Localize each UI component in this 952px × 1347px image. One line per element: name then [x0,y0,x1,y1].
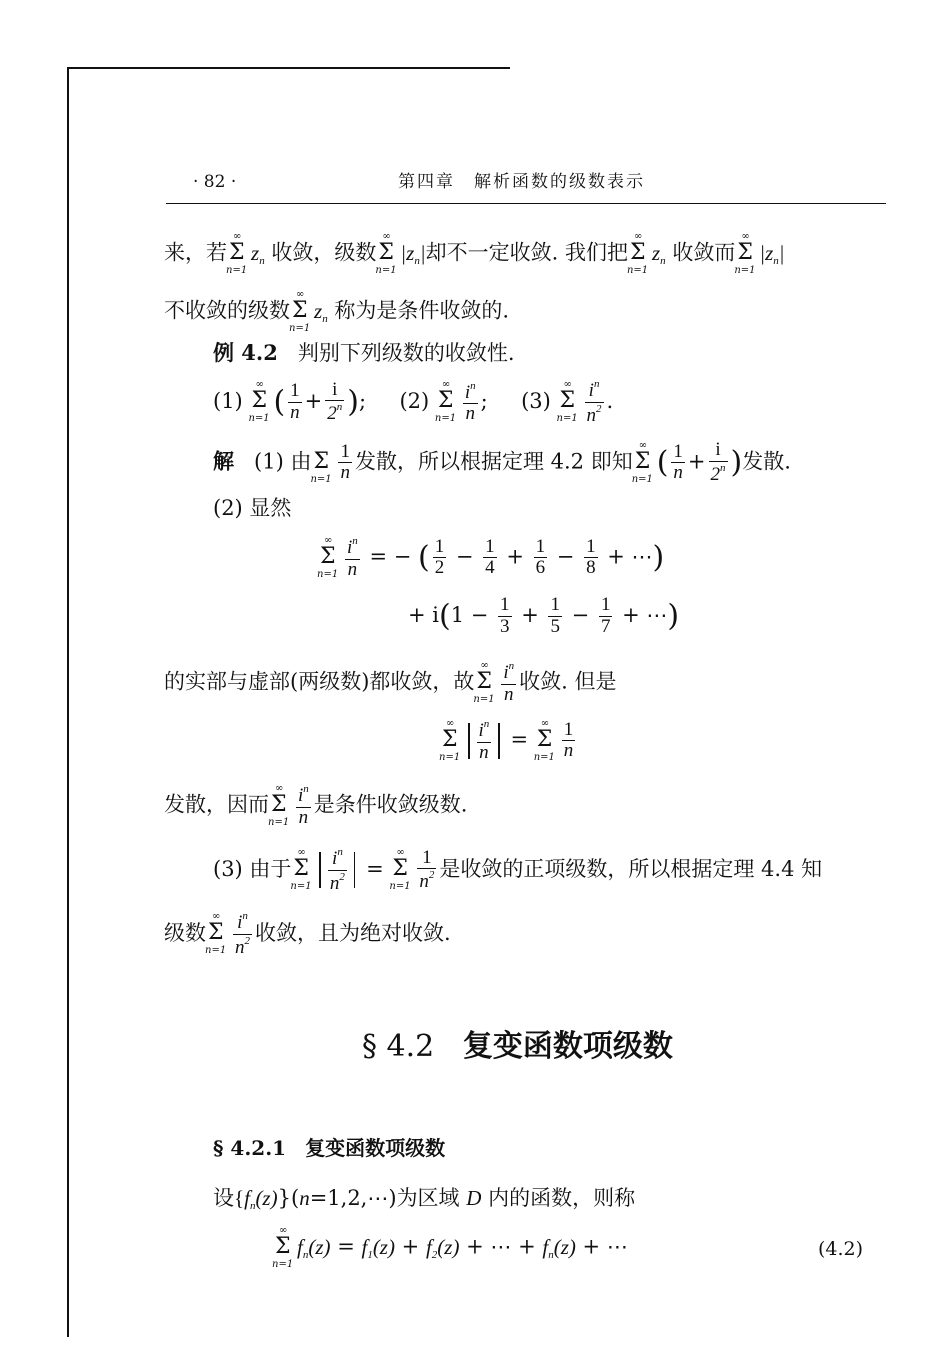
paragraph-line: 不收敛的级数 ∞ Σ n=1 $z_n$ 称为是条件收敛的. [164,289,510,334]
equation-number: (4.2) [818,1238,864,1260]
top-rule [68,67,510,69]
page-number: · 82 · [193,172,237,192]
left-margin-rule [67,67,69,1337]
example-items: (1) ∞ Σ n=1 ( $\frac{1}{n}$ + $\frac{i}{2^n}$ ); (2) ∞ Σ n=1 $\frac{i^n}{n}$ ; (3) ∞ Σ n=1 $\frac{i^n}{n^2}$ . [213,378,614,426]
paragraph-line: 发散，因而 ∞ Σ n=1 $\frac{i^n}{n}$ 是条件收敛级数. [164,782,468,828]
chapter-title: 第四章 解析函数的级数表示 [398,172,645,192]
solution-line-3: (3) 由于 ∞ Σ n=1 $\frac{i^n}{n^2}$ = ∞ Σ n=1 $\frac{1}{n^2}$ 是收敛的正项级数，所以根据定理 4.4 知 [213,846,823,894]
section-title: 复变函数项级数 [462,1029,673,1064]
header-rule [166,203,886,204]
solution-line-1: 解 (1) 由 Σ n=1 $\frac{1}{n}$ 发散，所以根据定理 4.2 即知 ∞ Σ n=1 ( $\frac{1}{n}$ + $\frac{i}{2^n}$ )发散. [213,439,791,485]
subsection-number: § 4.2.1 [213,1136,287,1160]
example-heading: 例 4.2 判别下列级数的收敛性. [213,340,515,365]
subsection-heading [213,1138,445,1158]
section-number: § 4.2 [362,1029,435,1064]
equation-real-part: ∞ Σ n=1 $\frac{i^n}{n}$ = − ( $\frac{1}{2}$ − $\frac{1}{4}$ + $\frac{1}{6}$ − $\frac{1}{8}$ + ⋯) [317,534,665,580]
subsection-title: 复变函数项级数 [305,1136,446,1160]
solution-line-2: (2) 显然 [213,496,292,520]
equation-imag-part: + i(1 − $\frac{1}{3}$ + $\frac{1}{5}$ − $\frac{1}{7}$ + ⋯) [408,594,680,637]
paragraph-line: 的实部与虚部(两级数)都收敛，故 ∞ Σ n=1 $\frac{i^n}{n}$ 收敛. 但是 [164,659,617,705]
section-heading [362,1029,673,1064]
paragraph-line: 级数 ∞ Σ n=1 $\frac{i^n}{n^2}$ 收敛，且为绝对收敛. [164,910,451,958]
equation-4-2: ∞ Σ n=1 $f_n(z) = f_1(z) + f_2(z)$ + ⋯ + $f_n(z)$ + ⋯ [272,1225,628,1270]
paragraph-line: 来，若 ∞ Σ n=1 $z_n$ 收敛，级数 ∞ Σ n=1 $|z_n|$却不一定收敛. 我们把 ∞ Σ n=1 $z_n$ 收敛而 ∞ Σ n=1 $|z_n|$ [164,231,785,276]
definition-line: 设$\{f_n(z)\}(n=1,2,\cdots)$为区域 D 内的函数，则称 [213,1186,636,1212]
equation-abs: ∞ Σ n=1 $\frac{i^n}{n}$ = ∞ Σ n=1 $\frac{1}{n}$ [439,717,574,763]
